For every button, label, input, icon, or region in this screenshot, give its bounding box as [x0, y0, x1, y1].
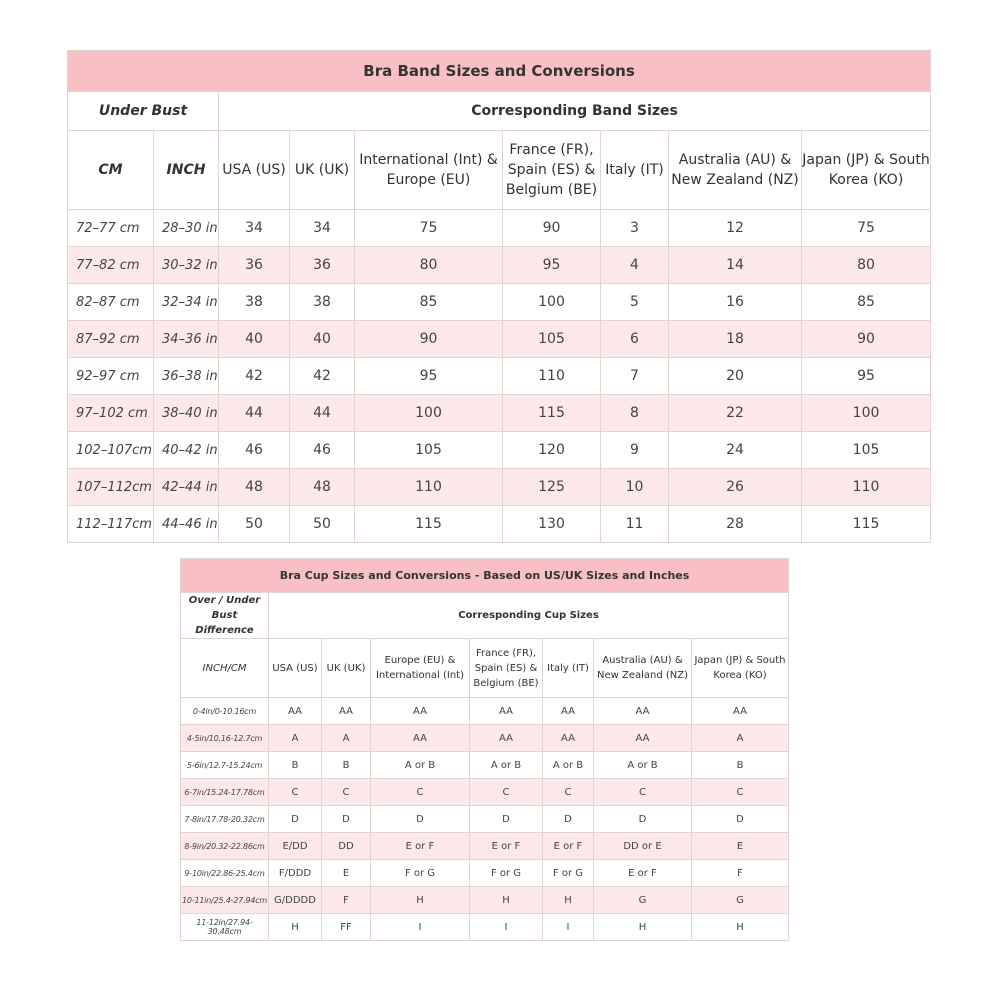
table-cell: 8 [601, 395, 669, 432]
band-table-row [68, 506, 931, 543]
table-cell: 100 [802, 395, 931, 432]
column-header-jp-ko: Japan (JP) & South Korea (KO) [692, 639, 789, 698]
table-cell: 36 [290, 247, 355, 284]
table-cell: E/DD [269, 833, 322, 860]
table-cell: AA [594, 725, 692, 752]
table-cell: 50 [290, 506, 355, 543]
table-cell: 120 [503, 432, 601, 469]
table-cell: 110 [355, 469, 503, 506]
table-cell: 105 [802, 432, 931, 469]
table-cell: 7-8in/17.78-20.32cm [181, 806, 269, 833]
table-cell: 85 [802, 284, 931, 321]
table-cell: 10-11in/25.4-27.94cm [181, 887, 269, 914]
table-cell: 105 [355, 432, 503, 469]
table-cell: DD [322, 833, 371, 860]
table-cell: 10 [601, 469, 669, 506]
table-cell: 26 [669, 469, 802, 506]
table-cell: B [692, 752, 789, 779]
table-cell: D [371, 806, 470, 833]
table-cell: 75 [355, 210, 503, 247]
table-cell: 107–112cm [68, 469, 154, 506]
table-cell: F or G [543, 860, 594, 887]
table-cell: A or B [543, 752, 594, 779]
table-cell: 97–102 cm [68, 395, 154, 432]
corresponding-cup-sizes-header: Corresponding Cup Sizes [269, 593, 789, 639]
column-header-inch: INCH [154, 131, 219, 210]
table-cell: 46 [219, 432, 290, 469]
table-cell: 7 [601, 358, 669, 395]
table-cell: D [594, 806, 692, 833]
band-table-row [68, 247, 931, 284]
table-cell: 112–117cm [68, 506, 154, 543]
table-cell: 110 [802, 469, 931, 506]
table-cell: 115 [355, 506, 503, 543]
column-header-fr-es-be: France (FR), Spain (ES) & Belgium (BE) [470, 639, 543, 698]
column-header-int-eu: International (Int) & Europe (EU) [355, 131, 503, 210]
table-cell: 48 [219, 469, 290, 506]
under-bust-header: Under Bust [68, 92, 219, 131]
table-cell: H [371, 887, 470, 914]
table-cell: I [470, 914, 543, 941]
table-cell: 100 [355, 395, 503, 432]
table-cell: 12 [669, 210, 802, 247]
table-cell: 24 [669, 432, 802, 469]
table-cell: 9-10in/22.86-25.4cm [181, 860, 269, 887]
table-cell: 16 [669, 284, 802, 321]
table-cell: 42–44 in [154, 469, 219, 506]
column-header-uk: UK (UK) [322, 639, 371, 698]
table-cell: D [692, 806, 789, 833]
table-cell: A [269, 725, 322, 752]
table-cell: 115 [503, 395, 601, 432]
table-cell: FF [322, 914, 371, 941]
table-cell: 14 [669, 247, 802, 284]
column-header-inch-cm: INCH/CM [181, 639, 269, 698]
cup-table-row [181, 860, 789, 887]
table-cell: 80 [355, 247, 503, 284]
table-cell: 90 [355, 321, 503, 358]
column-header-au-nz: Australia (AU) & New Zealand (NZ) [594, 639, 692, 698]
table-cell: 95 [355, 358, 503, 395]
table-cell: 36 [219, 247, 290, 284]
table-cell: AA [543, 698, 594, 725]
cup-table-row [181, 887, 789, 914]
table-cell: H [269, 914, 322, 941]
table-cell: 40 [290, 321, 355, 358]
table-cell: 125 [503, 469, 601, 506]
table-cell: 95 [503, 247, 601, 284]
table-cell: 28 [669, 506, 802, 543]
table-cell: 34 [290, 210, 355, 247]
table-cell: C [594, 779, 692, 806]
table-cell: F [322, 887, 371, 914]
column-header-cm: CM [68, 131, 154, 210]
band-table-row [68, 321, 931, 358]
table-cell: 85 [355, 284, 503, 321]
table-cell: B [269, 752, 322, 779]
table-cell: 90 [503, 210, 601, 247]
band-table-row [68, 432, 931, 469]
band-table-body [68, 210, 931, 543]
table-cell: F [692, 860, 789, 887]
table-cell: 95 [802, 358, 931, 395]
table-cell: 44 [290, 395, 355, 432]
table-cell: E or F [594, 860, 692, 887]
table-cell: 82–87 cm [68, 284, 154, 321]
table-cell: 77–82 cm [68, 247, 154, 284]
table-cell: C [692, 779, 789, 806]
table-cell: 5 [601, 284, 669, 321]
table-cell: E or F [470, 833, 543, 860]
table-cell: B [322, 752, 371, 779]
table-cell: 34–36 in [154, 321, 219, 358]
cup-table-body [181, 698, 789, 941]
table-cell: 42 [290, 358, 355, 395]
table-cell: 38 [290, 284, 355, 321]
table-cell: C [322, 779, 371, 806]
over-under-bust-header: Over / Under Bust Difference [181, 593, 269, 639]
column-header-us: USA (US) [219, 131, 290, 210]
table-cell: 72–77 cm [68, 210, 154, 247]
table-cell: 28–30 in [154, 210, 219, 247]
table-cell: 38–40 in [154, 395, 219, 432]
table-cell: E [692, 833, 789, 860]
table-cell: I [543, 914, 594, 941]
table-cell: 5-6in/12.7-15.24cm [181, 752, 269, 779]
table-cell: AA [322, 698, 371, 725]
table-cell: 9 [601, 432, 669, 469]
band-size-table [67, 50, 931, 543]
column-header-us: USA (US) [269, 639, 322, 698]
table-cell: 11 [601, 506, 669, 543]
table-cell: 11-12in/27.94-30.48cm [181, 914, 269, 941]
table-cell: 75 [802, 210, 931, 247]
table-cell: 100 [503, 284, 601, 321]
table-cell: C [269, 779, 322, 806]
table-cell: D [543, 806, 594, 833]
band-table-row [68, 358, 931, 395]
cup-table-row [181, 698, 789, 725]
table-cell: 115 [802, 506, 931, 543]
cup-table-row [181, 833, 789, 860]
table-cell: A or B [371, 752, 470, 779]
table-cell: E or F [371, 833, 470, 860]
cup-table-row [181, 806, 789, 833]
column-header-au-nz: Australia (AU) & New Zealand (NZ) [669, 131, 802, 210]
band-table-row [68, 395, 931, 432]
table-cell: 130 [503, 506, 601, 543]
table-cell: 48 [290, 469, 355, 506]
table-cell: 18 [669, 321, 802, 358]
table-cell: 3 [601, 210, 669, 247]
table-cell: H [692, 914, 789, 941]
table-cell: 8-9in/20.32-22.86cm [181, 833, 269, 860]
table-cell: 44 [219, 395, 290, 432]
table-cell: C [543, 779, 594, 806]
column-header-eu-int: Europe (EU) & International (Int) [371, 639, 470, 698]
table-cell: H [543, 887, 594, 914]
table-cell: 32–34 in [154, 284, 219, 321]
band-table-row [68, 284, 931, 321]
column-header-it: Italy (IT) [543, 639, 594, 698]
table-cell: 40–42 in [154, 432, 219, 469]
table-cell: H [470, 887, 543, 914]
table-cell: A or B [594, 752, 692, 779]
table-cell: DD or E [594, 833, 692, 860]
table-cell: 46 [290, 432, 355, 469]
column-header-uk: UK (UK) [290, 131, 355, 210]
band-table-row [68, 469, 931, 506]
column-header-it: Italy (IT) [601, 131, 669, 210]
table-cell: F or G [470, 860, 543, 887]
table-cell: 0-4in/0-10.16cm [181, 698, 269, 725]
table-cell: F or G [371, 860, 470, 887]
table-cell: 50 [219, 506, 290, 543]
cup-table-row [181, 752, 789, 779]
table-cell: D [322, 806, 371, 833]
table-cell: 92–97 cm [68, 358, 154, 395]
table-cell: H [594, 914, 692, 941]
table-cell: 44–46 in [154, 506, 219, 543]
table-cell: C [371, 779, 470, 806]
table-cell: 4 [601, 247, 669, 284]
column-header-fr-es-be: France (FR), Spain (ES) & Belgium (BE) [503, 131, 601, 210]
cup-table-row [181, 725, 789, 752]
table-cell: 110 [503, 358, 601, 395]
table-cell: AA [543, 725, 594, 752]
cup-table-row [181, 779, 789, 806]
table-cell: I [371, 914, 470, 941]
cup-size-table [180, 558, 789, 941]
table-cell: AA [269, 698, 322, 725]
table-cell: 22 [669, 395, 802, 432]
table-cell: 42 [219, 358, 290, 395]
corresponding-band-sizes-header: Corresponding Band Sizes [219, 92, 931, 131]
table-cell: 38 [219, 284, 290, 321]
table-cell: 105 [503, 321, 601, 358]
band-table-title: Bra Band Sizes and Conversions [68, 51, 931, 92]
table-cell: AA [371, 698, 470, 725]
table-cell: C [470, 779, 543, 806]
table-cell: 102–107cm [68, 432, 154, 469]
table-cell: 87–92 cm [68, 321, 154, 358]
table-cell: AA [470, 698, 543, 725]
cup-table-title: Bra Cup Sizes and Conversions - Based on US/UK Sizes and Inches [181, 559, 789, 593]
table-cell: AA [371, 725, 470, 752]
table-cell: 4-5in/10.16-12.7cm [181, 725, 269, 752]
table-cell: E or F [543, 833, 594, 860]
table-cell: 80 [802, 247, 931, 284]
table-cell: G [692, 887, 789, 914]
table-cell: 34 [219, 210, 290, 247]
column-header-jp-ko: Japan (JP) & South Korea (KO) [802, 131, 931, 210]
table-cell: 36–38 in [154, 358, 219, 395]
table-cell: E [322, 860, 371, 887]
table-cell: 40 [219, 321, 290, 358]
table-cell: 30–32 in [154, 247, 219, 284]
table-cell: G/DDDD [269, 887, 322, 914]
table-cell: 90 [802, 321, 931, 358]
table-cell: 6-7in/15.24-17.78cm [181, 779, 269, 806]
table-cell: 20 [669, 358, 802, 395]
table-cell: A or B [470, 752, 543, 779]
table-cell: 6 [601, 321, 669, 358]
cup-table-row [181, 914, 789, 941]
table-cell: D [269, 806, 322, 833]
table-cell: D [470, 806, 543, 833]
table-cell: G [594, 887, 692, 914]
band-table-row [68, 210, 931, 247]
table-cell: AA [594, 698, 692, 725]
table-cell: A [692, 725, 789, 752]
table-cell: AA [692, 698, 789, 725]
table-cell: AA [470, 725, 543, 752]
table-cell: A [322, 725, 371, 752]
table-cell: F/DDD [269, 860, 322, 887]
